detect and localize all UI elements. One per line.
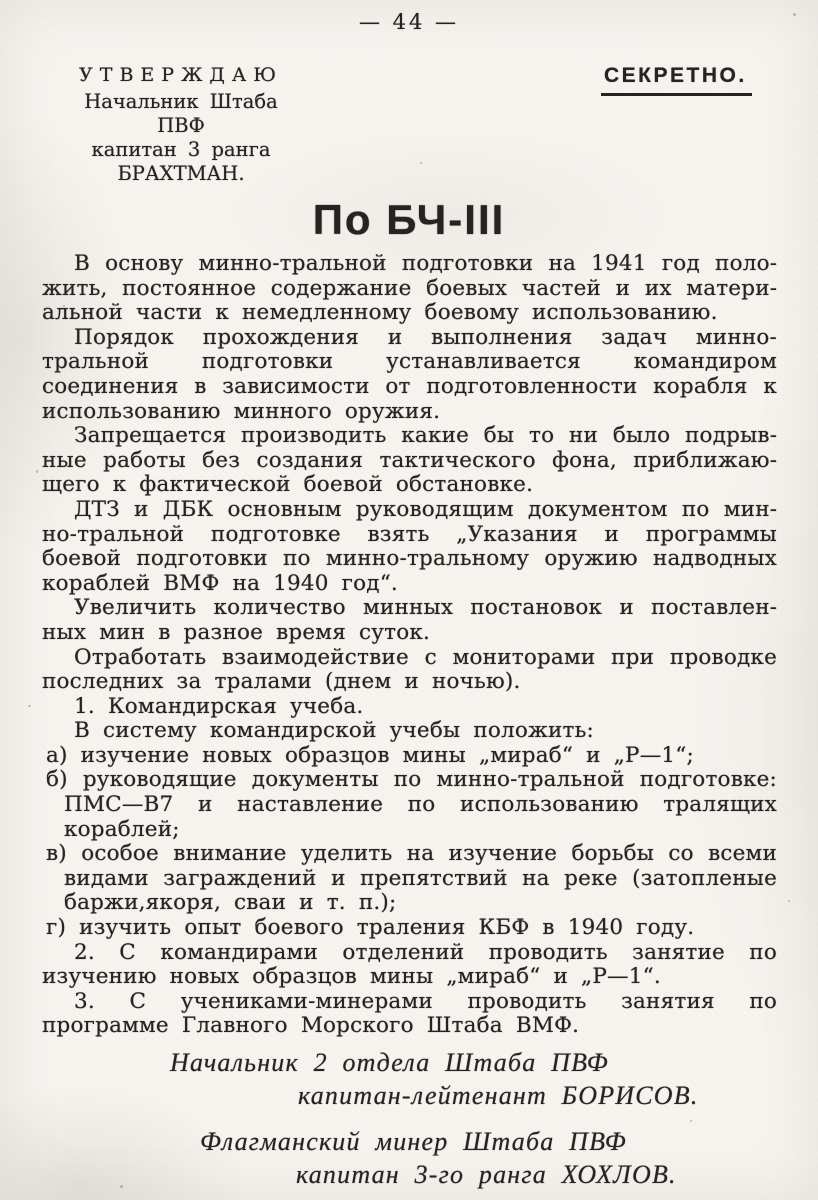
signature-block	[170, 1046, 770, 1191]
signature-position: Начальник 2 отдела Штаба ПВФ	[170, 1048, 609, 1077]
scan-speckle	[793, 13, 796, 16]
paragraph: ДТЗ и ДБК основным руководящим документом по минно-тральной подготовке взять „Указания и программы боевой подготовки по минно-тральному оружию надводных кораблей ВМФ на 1940 год“.	[42, 496, 777, 596]
paragraph: В систему командирской учебы положить:	[74, 718, 594, 744]
approval-position: Начальник Штаба ПВФ	[84, 90, 278, 137]
lettered-item-g: г) изучить опыт боевого траления КБФ в 1940 году.	[46, 915, 695, 941]
scan-speckle	[788, 900, 790, 902]
numbered-item: 2. С командирами отделений проводить занятие по изучению новых образцов мины „мираб“ и „Р—1“.	[42, 939, 777, 990]
paragraph: Увеличить количество минных постановок и поставленных мин в разное время суток.	[42, 595, 777, 645]
paragraph: В основу минно-тральной подготовки на 1941 год положить, постоянное содержание боевых частей и их материальной части к немедленному боевому использованию.	[42, 251, 777, 326]
scan-speckle	[690, 1120, 692, 1122]
numbered-item: 3. С учениками-минерами проводить занятия по программе Главного Морского Штаба ВМФ.	[42, 988, 777, 1039]
signature	[170, 1125, 770, 1191]
numbered-item: 1. Командирская учеба.	[74, 693, 364, 719]
signature	[170, 1046, 770, 1112]
lettered-item-b: б) руководящие документы по минно-тральной подготовке: ПМС—В7 и наставление по использованию тралящих кораблей;	[46, 767, 777, 842]
signature-name: капитан-лейтенант БОРИСОВ.	[298, 1081, 699, 1110]
page-number: — 44 —	[358, 10, 460, 34]
scan-speckle	[28, 705, 31, 707]
approval-block	[55, 63, 307, 186]
classification-stamp: СЕКРЕТНО.	[601, 64, 752, 96]
scan-speckle	[420, 162, 422, 164]
approval-rank: капитан 3 ранга	[91, 138, 271, 161]
lettered-item-v: в) особое внимание уделить на изучение борьбы со всеми видами заграждений и препятствий на реке (затопленые баржи,якоря, сваи и т. п.);	[46, 841, 777, 916]
signature-position: Флагманский минер Штаба ПВФ	[200, 1127, 627, 1156]
document-body	[42, 252, 777, 1039]
scan-speckle	[63, 305, 65, 307]
paragraph: Запрещается производить какие бы то ни было подрывные работы без создания тактического фона, приближающего к фактической боевой обстановке.	[42, 423, 777, 498]
scan-speckle	[36, 470, 38, 473]
approval-heading: УТВЕРЖДАЮ	[79, 64, 283, 86]
approval-surname: БРАХТМАН.	[117, 162, 245, 185]
section-title: По БЧ-III	[312, 196, 506, 243]
signature-name: капитан 3-го ранга ХОХЛОВ.	[296, 1160, 677, 1189]
scan-speckle	[120, 1185, 123, 1188]
lettered-item-a: а) изучение новых образцов мины „мираб“ и „Р—1“;	[46, 742, 694, 768]
paragraph: Отработать взаимодействие с мониторами при проводке последних за тралами (днем и ночью).	[42, 644, 777, 695]
paragraph: Порядок прохождения и выполнения задач минно-тральной подготовки устанавливается командиром соединения в зависимости от подготовленности корабля к использованию минного оружия.	[42, 324, 777, 424]
